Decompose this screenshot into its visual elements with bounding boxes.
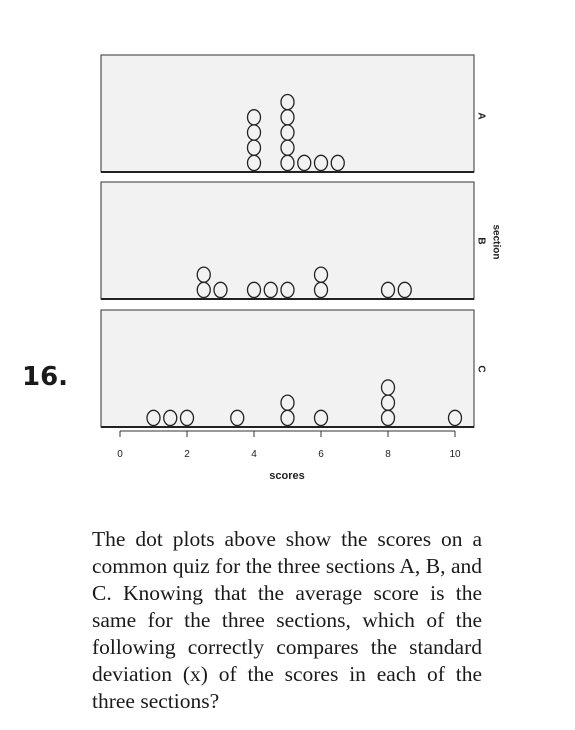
panel-B	[101, 182, 486, 299]
strip-label-B: B	[475, 237, 487, 245]
strip-label-C: C	[475, 365, 487, 373]
x-tick-label: 8	[385, 449, 391, 460]
panel-frame	[101, 55, 474, 172]
section-axis-title: section	[490, 224, 502, 260]
strip-label-A: A	[475, 112, 487, 120]
x-tick-label: 4	[251, 449, 257, 460]
x-axis	[117, 431, 461, 460]
panel-frame	[101, 182, 474, 299]
panel-C	[101, 310, 486, 427]
x-tick-label: 10	[449, 449, 461, 460]
panel-frame	[101, 310, 474, 427]
question-text: The dot plots above show the scores on a common quiz for the three sections A, B, and C. Knowing that the average score is the same for the three sections, which of the following correctly compares the standard deviation (x) of the scores in each of the three sections?	[92, 527, 482, 713]
x-tick-label: 2	[184, 449, 190, 460]
panel-A	[101, 55, 486, 172]
x-tick-label: 0	[117, 449, 123, 460]
panels-group	[101, 55, 486, 427]
x-axis-title: scores	[269, 470, 305, 482]
x-tick-label: 6	[318, 449, 324, 460]
question-number: 16.	[22, 362, 69, 392]
